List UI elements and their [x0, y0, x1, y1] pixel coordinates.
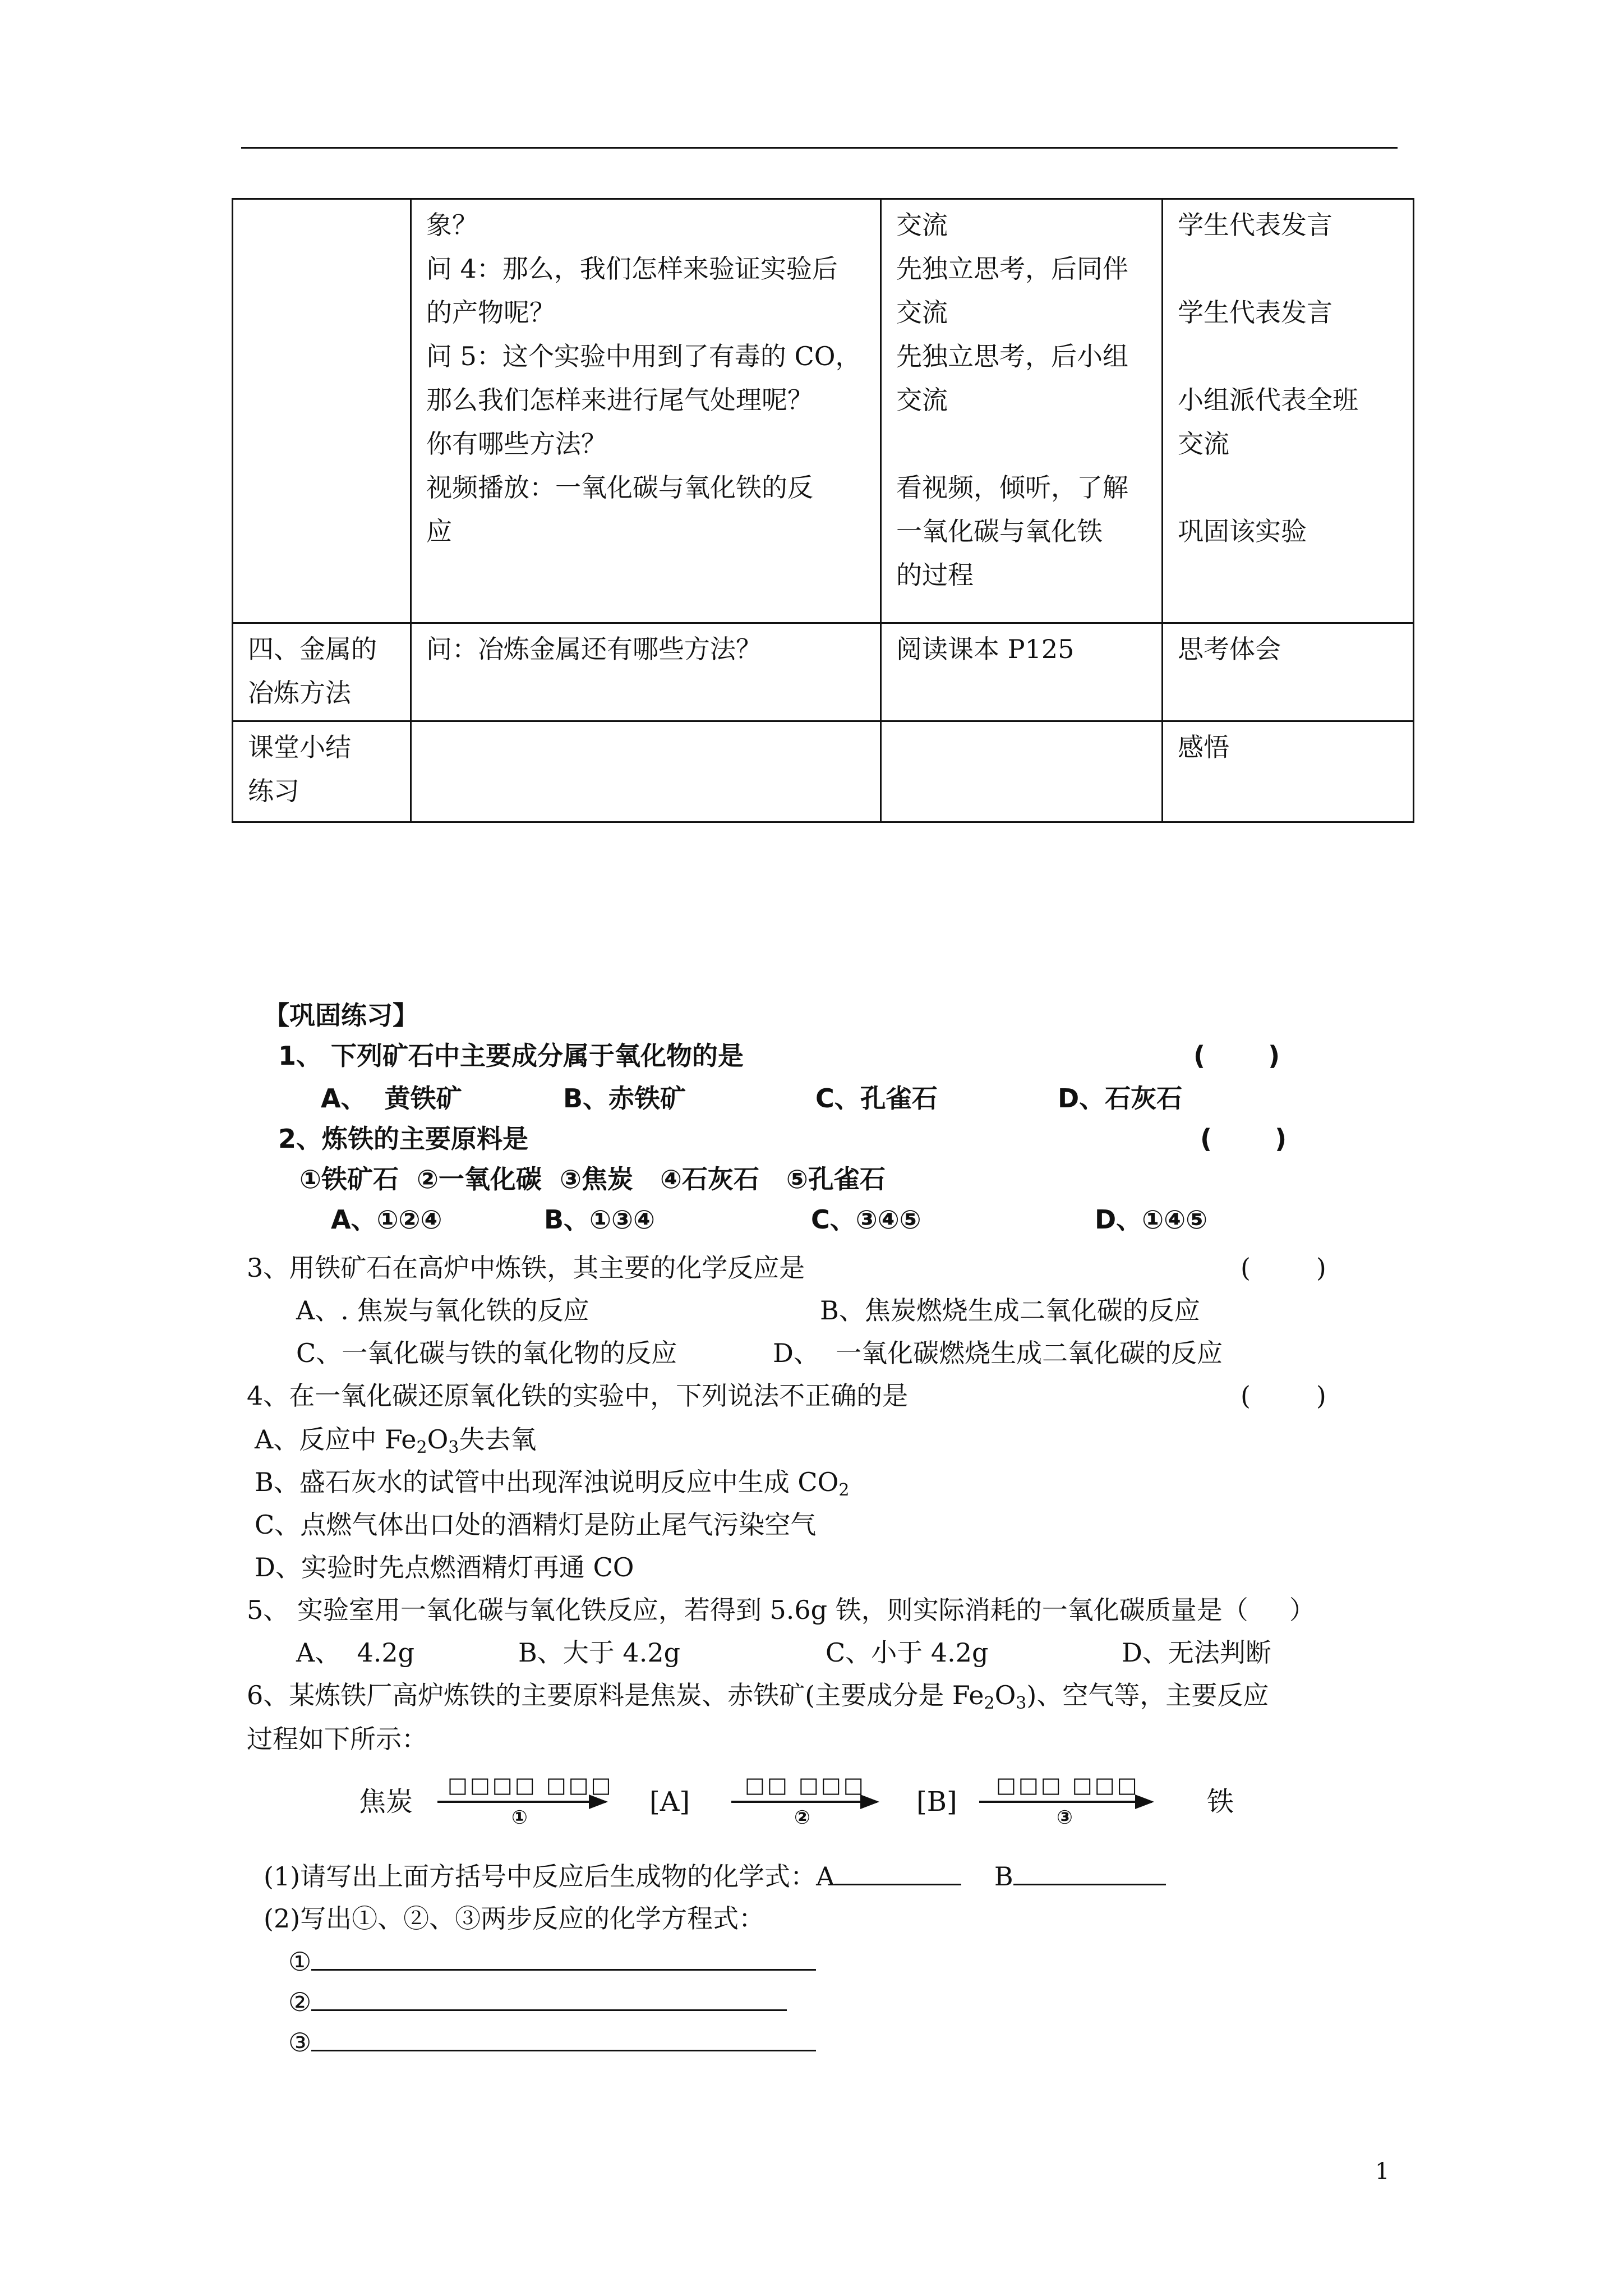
question-6-sub-2: (2)写出①、②、③两步反应的化学方程式：	[264, 1903, 765, 1934]
option-c: C、③④⑤	[811, 1204, 921, 1235]
flow-step-1: ①	[511, 1806, 528, 1829]
option-a: A、. 焦炭与氧化铁的反应	[296, 1295, 589, 1326]
cell-text-line: 冶炼方法	[248, 678, 351, 708]
cell-text-line: 思考体会	[1178, 634, 1281, 664]
option-c: C、点燃气体出口处的酒精灯是防止尾气污染空气	[255, 1510, 817, 1540]
cell-text-line: 交流	[896, 297, 948, 328]
flow-step-3: ③	[1057, 1806, 1073, 1829]
question-2-stem: 2、炼铁的主要原料是	[278, 1124, 529, 1154]
flow-step-2: ②	[794, 1806, 810, 1829]
option-b: B、赤铁矿	[563, 1083, 686, 1114]
flow-node-coke: 焦炭	[359, 1786, 413, 1818]
answer-paren: ( )	[1200, 1124, 1287, 1154]
answer-paren: ( )	[1241, 1381, 1326, 1411]
table-cell	[881, 721, 1163, 822]
cell-text-line: 你有哪些方法？	[426, 429, 607, 459]
question-3-stem: 3、用铁矿石在高炉中炼铁，其主要的化学反应是	[247, 1253, 805, 1283]
cell-text-line: 应	[426, 516, 452, 546]
cell-text-line: 小组派代表全班	[1178, 385, 1358, 415]
equation-line-3: ③	[288, 2025, 816, 2059]
cell-text-line: 先独立思考，后小组	[896, 341, 1128, 371]
table-cell	[233, 721, 411, 822]
cell-text-line: 一氧化碳与氧化铁	[896, 516, 1103, 546]
cell-text-line: 感悟	[1178, 732, 1229, 762]
table-cell	[411, 623, 881, 721]
flow-node-b: [B]	[916, 1786, 957, 1818]
cell-text-line: 巩固该实验	[1178, 516, 1307, 546]
cell-text-line: 看视频，倾听，了解	[896, 472, 1128, 503]
flow-arrow-2	[731, 1801, 877, 1803]
cell-text-line: 四、金属的	[248, 634, 377, 664]
table-cell	[233, 199, 411, 623]
flow-condition-1: □□□□ □□□	[448, 1773, 614, 1797]
flow-node-iron: 铁	[1207, 1786, 1234, 1818]
option-b: B、大于 4.2g	[518, 1637, 681, 1668]
cell-text-line	[1178, 247, 1398, 291]
option-b: B、焦炭燃烧生成二氧化碳的反应	[820, 1295, 1200, 1326]
option-d: D、 一氧化碳燃烧生成二氧化碳的反应	[773, 1338, 1223, 1368]
reaction-flow-diagram	[359, 1773, 1256, 1840]
option-c: C、一氧化碳与铁的氧化物的反应	[296, 1338, 677, 1368]
option-d: D、①④⑤	[1095, 1204, 1208, 1235]
table-row	[233, 623, 1414, 721]
cell-text-line: 阅读课本 P125	[896, 634, 1075, 664]
question-6-stem-2: 过程如下所示：	[247, 1724, 427, 1754]
flow-condition-2: □□ □□□	[745, 1773, 866, 1797]
question-5-stem: 5、 实验室用一氧化碳与氧化铁反应，若得到 5.6g 铁，则实际消耗的一氧化碳质量是（ ）	[247, 1595, 1315, 1625]
flow-condition-3: □□□ □□□	[996, 1773, 1140, 1797]
cell-text-line: 交流	[896, 210, 948, 240]
table-cell	[233, 623, 411, 721]
option-c: C、小于 4.2g	[826, 1637, 989, 1668]
option-d: D、实验时先点燃酒精灯再通 CO	[255, 1552, 634, 1582]
exercise-heading: 【巩固练习】	[264, 1000, 418, 1030]
equation-line-1: ①	[288, 1944, 816, 1978]
table-cell	[1163, 623, 1414, 721]
lesson-table	[232, 198, 1414, 823]
table-cell	[1163, 199, 1414, 623]
cell-text-line: 那么我们怎样来进行尾气处理呢？	[426, 385, 813, 415]
cell-text-line	[1178, 334, 1398, 378]
question-6-stem: 6、某炼铁厂高炉炼铁的主要原料是焦炭、赤铁矿(主要成分是 $Fe_2O_3$)、空气等，主要反应	[247, 1680, 1269, 1713]
cell-text-line: 的产物呢？	[426, 297, 555, 328]
table-cell	[881, 199, 1163, 623]
cell-text-line: 交流	[1178, 429, 1229, 459]
cell-text-line: 练习	[248, 776, 299, 806]
answer-paren: ( )	[1193, 1041, 1280, 1071]
cell-text-line: 的过程	[896, 560, 974, 590]
equation-line-2: ②	[288, 1985, 787, 2019]
flow-node-a: [A]	[649, 1786, 690, 1818]
cell-text-line	[1178, 466, 1398, 509]
page-number: 1	[1375, 2159, 1390, 2184]
question-1-stem: 1、 下列矿石中主要成分属于氧化物的是	[278, 1041, 744, 1071]
cell-text-line: 视频播放：一氧化碳与氧化铁的反	[426, 472, 813, 503]
table-cell	[881, 623, 1163, 721]
table-cell	[411, 721, 881, 822]
table-cell	[1163, 721, 1414, 822]
option-a: A、 黄铁矿	[321, 1083, 462, 1114]
table-cell	[411, 199, 881, 623]
header-rule	[241, 147, 1398, 149]
flow-arrow-3	[979, 1801, 1152, 1803]
table-row	[233, 199, 1414, 623]
cell-text-line: 交流	[896, 385, 948, 415]
cell-text-line: 课堂小结	[248, 732, 351, 762]
cell-text-line: 学生代表发言	[1178, 210, 1332, 240]
option-c: C、孔雀石	[815, 1083, 938, 1114]
flow-arrow-1	[437, 1801, 606, 1803]
cell-text-line: 象？	[426, 210, 478, 240]
table-row	[233, 721, 1414, 822]
option-a: A、 4.2g	[296, 1637, 415, 1668]
cell-text-line	[896, 422, 1147, 466]
cell-text-line: 问 5：这个实验中用到了有毒的 CO，	[426, 341, 861, 371]
cell-text-line: 先独立思考，后同伴	[896, 254, 1128, 284]
option-d: D、无法判断	[1122, 1637, 1271, 1668]
option-a: A、①②④	[331, 1204, 442, 1235]
question-2-items: ①铁矿石 ②一氧化碳 ③焦炭 ④石灰石 ⑤孔雀石	[299, 1164, 886, 1194]
question-6-sub-1: (1)请写出上面方括号中反应后生成物的化学式：A B	[264, 1859, 1166, 1893]
option-b: B、盛石灰水的试管中出现浑浊说明反应中生成 $CO_2$	[255, 1467, 850, 1500]
option-a: A、反应中 $Fe_2O_3$失去氧	[255, 1424, 537, 1457]
cell-text-line: 问 4：那么，我们怎样来验证实验后	[426, 254, 838, 284]
answer-paren: ( )	[1241, 1253, 1326, 1283]
option-d: D、石灰石	[1058, 1083, 1183, 1114]
question-4-stem: 4、在一氧化碳还原氧化铁的实验中，下列说法不正确的是	[247, 1381, 909, 1411]
cell-text-line: 学生代表发言	[1178, 297, 1332, 328]
option-b: B、①③④	[544, 1204, 655, 1235]
cell-text-line: 问：冶炼金属还有哪些方法？	[426, 634, 762, 664]
